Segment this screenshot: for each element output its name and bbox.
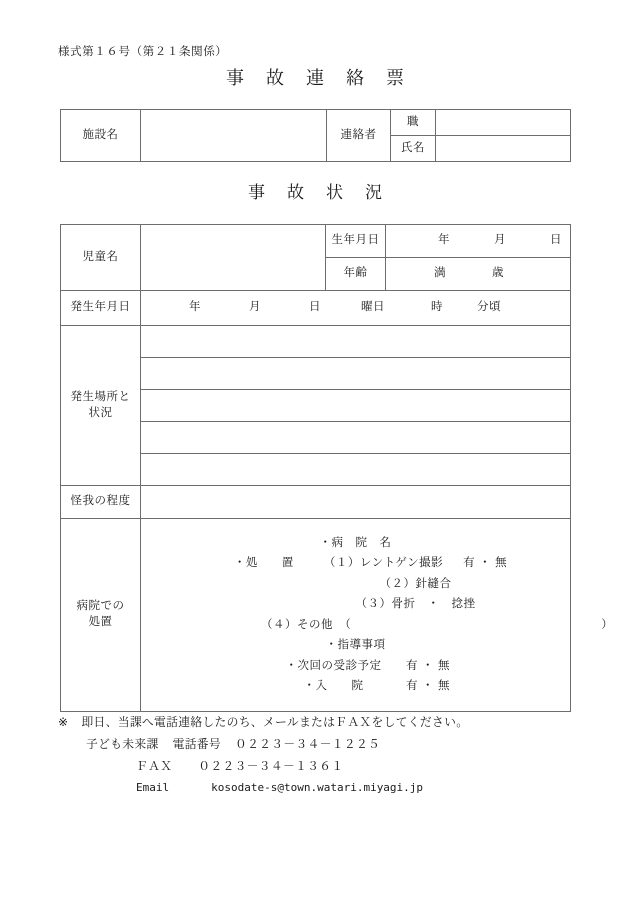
occurrence-hour-unit: 時 [431, 301, 443, 314]
facility-name-input[interactable] [141, 110, 327, 162]
treatment-item-1-no[interactable]: 無 [495, 557, 508, 569]
guidance-row[interactable] [141, 640, 570, 652]
admission-separator: ・ [422, 680, 434, 692]
treatment-row-1[interactable] [141, 558, 570, 570]
admission-choice[interactable] [406, 681, 450, 693]
table-row [61, 225, 571, 258]
treatment-row-3[interactable] [141, 599, 570, 611]
hospital-treatment-label [61, 519, 141, 712]
document-title: 事故連絡票 [226, 68, 426, 88]
admission-yes[interactable]: 有 [406, 680, 418, 692]
footer-notes [58, 717, 618, 803]
department-name: 子ども未来課 [86, 736, 159, 751]
place-situation-label-line2: 状況 [88, 406, 113, 419]
treatment-item-1-label: （１）レントゲン撮影 [323, 557, 444, 569]
facility-contact-table [60, 109, 571, 162]
treatment-label: ・処 置 [233, 557, 294, 569]
form-number: 様式第１６号（第２１条関係） [58, 46, 228, 58]
hospital-treatment-label-line1: 病院での [76, 600, 125, 613]
place-situation-input-3[interactable] [141, 390, 571, 422]
email-address[interactable]: kosodate-s@town.watari.miyagi.jp [211, 781, 424, 795]
age-prefix: 満 [434, 267, 446, 280]
place-situation-input-1[interactable] [141, 326, 571, 358]
occurrence-weekday-unit: 曜日 [361, 301, 385, 314]
occurrence-date-input[interactable] [141, 291, 571, 326]
footer-tel-line [58, 736, 618, 751]
hospital-treatment-label-line2: 処置 [88, 616, 113, 628]
table-row [61, 326, 571, 358]
birthdate-month-unit: 月 [494, 234, 506, 247]
hospital-name-row[interactable] [141, 538, 570, 550]
birthdate-input[interactable] [386, 225, 571, 258]
next-visit-choice[interactable] [406, 661, 450, 673]
hospital-name-label: ・病 院 名 [319, 536, 392, 549]
tel-number: ０２２３－３４－１２２５ [234, 736, 381, 751]
treatment-item-2-label: （２）針縫合 [379, 577, 452, 590]
treatment-row-4[interactable] [141, 618, 614, 632]
treatment-item-1-yes[interactable]: 有 [463, 557, 476, 569]
place-situation-input-2[interactable] [141, 358, 571, 390]
next-visit-label: ・次回の受診予定 [285, 659, 382, 672]
age-suffix: 歳 [492, 267, 504, 280]
child-name-input[interactable] [141, 225, 326, 291]
next-visit-yes[interactable]: 有 [406, 659, 418, 672]
note-text: 即日、当課へ電話連絡したのち、メールまたはＦＡＸをしてください。 [81, 715, 469, 729]
child-name-label: 児童名 [61, 225, 141, 291]
injury-degree-label: 怪我の程度 [61, 486, 141, 519]
birthdate-label: 生年月日 [326, 225, 386, 258]
note-mark: ※ [58, 715, 69, 729]
table-row [61, 110, 571, 136]
occurrence-year-unit: 年 [189, 301, 201, 314]
admission-row[interactable] [141, 681, 570, 693]
place-situation-label [61, 326, 141, 486]
footer-note-line [58, 717, 618, 729]
fax-label: ＦＡＸ [136, 758, 173, 773]
birthdate-day-unit: 日 [550, 234, 562, 247]
contact-position-input[interactable] [436, 110, 571, 136]
treatment-item-4-open: （４）その他 （ [261, 618, 352, 631]
tel-label: 電話番号 [172, 736, 221, 751]
footer-email-line [58, 782, 618, 793]
accident-details-table [60, 224, 614, 712]
age-input[interactable] [386, 258, 571, 291]
treatment-item-4-close: ） [601, 618, 614, 631]
treatment-item-3-label: （３）骨折 ・ 捻挫 [355, 598, 476, 610]
guidance-label: ・指導事項 [325, 639, 386, 651]
table-row [61, 519, 571, 712]
injury-degree-input[interactable] [141, 486, 571, 519]
next-visit-row[interactable] [141, 661, 570, 673]
table-row [61, 291, 571, 326]
treatment-item-1-choice[interactable] [443, 558, 507, 570]
occurrence-minute-unit: 分頃 [477, 301, 501, 314]
contact-name-label: 氏名 [391, 136, 436, 162]
place-situation-input-5[interactable] [141, 454, 571, 486]
treatment-item-1-separator: ・ [479, 557, 492, 569]
admission-no[interactable]: 無 [438, 680, 450, 692]
place-situation-input-4[interactable] [141, 422, 571, 454]
occurrence-month-unit: 月 [249, 301, 261, 314]
birthdate-year-unit: 年 [438, 234, 450, 247]
facility-name-label: 施設名 [61, 110, 141, 162]
section-title: 事故状況 [248, 183, 404, 202]
next-visit-separator: ・ [422, 659, 434, 672]
occurrence-date-label: 発生年月日 [61, 291, 141, 326]
fax-number: ０２２３－３４－１３６１ [198, 758, 344, 773]
occurrence-day-unit: 日 [309, 301, 321, 314]
email-label: Email [136, 781, 170, 795]
treatment-row-2[interactable] [141, 579, 570, 591]
place-situation-label-line1: 発生場所と [70, 390, 131, 403]
contact-name-input[interactable] [436, 136, 571, 162]
next-visit-no[interactable]: 無 [438, 659, 450, 672]
admission-label: ・入 院 [303, 680, 364, 692]
footer-fax-line [58, 758, 618, 773]
age-label: 年齢 [326, 258, 386, 291]
contact-position-label: 職 [391, 110, 436, 136]
table-row [61, 486, 571, 519]
contact-person-label: 連絡者 [327, 110, 391, 162]
hospital-treatment-body [141, 519, 614, 712]
